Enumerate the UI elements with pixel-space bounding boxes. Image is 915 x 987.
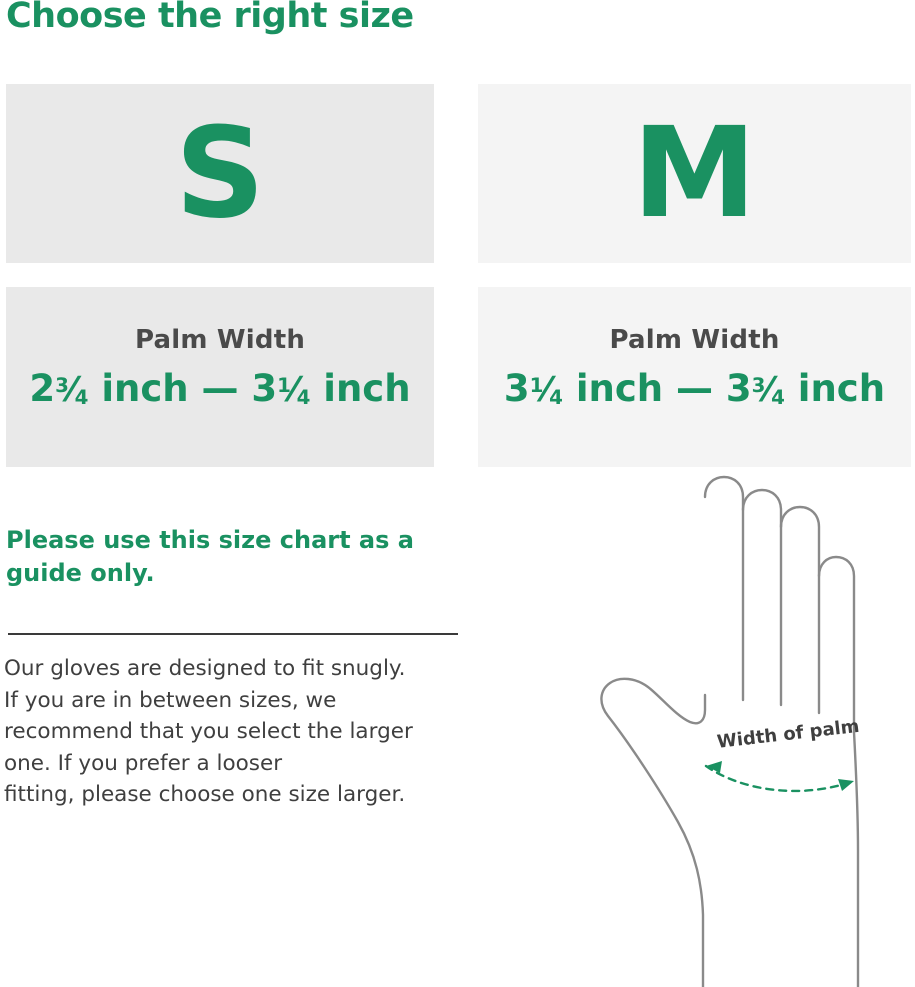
note-line-2: If you are in between sizes, we [4, 687, 337, 713]
note-line-4: one. If you prefer a looser [4, 750, 283, 776]
palm-width-label-m: Palm Width [609, 325, 780, 355]
m-max-whole: 3 [725, 367, 752, 410]
s-min-fraction: $^3⁄_4$ [55, 370, 89, 410]
size-card-s-letter [6, 84, 434, 263]
note-divider [8, 633, 458, 635]
palm-width-caption: Width of palm [716, 715, 861, 753]
m-max-unit: inch [797, 367, 886, 410]
palm-width-arrow [706, 761, 854, 791]
palm-width-value-m [478, 367, 911, 410]
page-title: Choose the right size [6, 0, 414, 36]
note-line-3: recommend that you select the larger [4, 719, 413, 745]
s-min-unit: inch [101, 367, 189, 410]
m-max-fraction: $^3⁄_4$ [751, 370, 785, 410]
m-min-fraction: $^1⁄_4$ [529, 370, 563, 410]
s-max-unit: inch [323, 367, 411, 410]
s-range-dash: — [201, 367, 239, 410]
palm-width-label-s: Palm Width [134, 325, 306, 355]
s-min-denominator: 4 [74, 385, 89, 409]
m-min-whole: 3 [503, 367, 530, 410]
s-max-whole: 3 [251, 367, 278, 410]
m-max-denominator: 4 [771, 385, 785, 409]
note-line-1: Our gloves are designed to fit snugly. [4, 656, 406, 681]
s-max-denominator: 4 [296, 385, 311, 409]
m-range-dash: — [676, 367, 713, 410]
s-max-fraction: $^1⁄_4$ [277, 370, 311, 410]
guide-note-title: Please use this size chart as a guide only. [6, 526, 414, 588]
size-card-s-measure [6, 287, 434, 467]
size-card-m-letter [478, 84, 911, 263]
size-letter-s: S [174, 101, 266, 246]
m-min-unit: inch [575, 367, 664, 410]
m-min-numerator: 1 [529, 374, 544, 398]
s-min-numerator: 3 [55, 374, 69, 398]
palm-width-value-s [6, 367, 434, 410]
m-min-denominator: 4 [549, 385, 563, 409]
s-max-numerator: 1 [277, 374, 291, 398]
guide-note-body [4, 653, 482, 811]
s-min-whole: 2 [29, 367, 56, 410]
m-max-numerator: 3 [751, 374, 766, 398]
size-card-m-measure [478, 287, 911, 467]
note-line-5: fitting, please choose one size larger. [4, 782, 406, 808]
size-letter-m: M [632, 101, 757, 246]
